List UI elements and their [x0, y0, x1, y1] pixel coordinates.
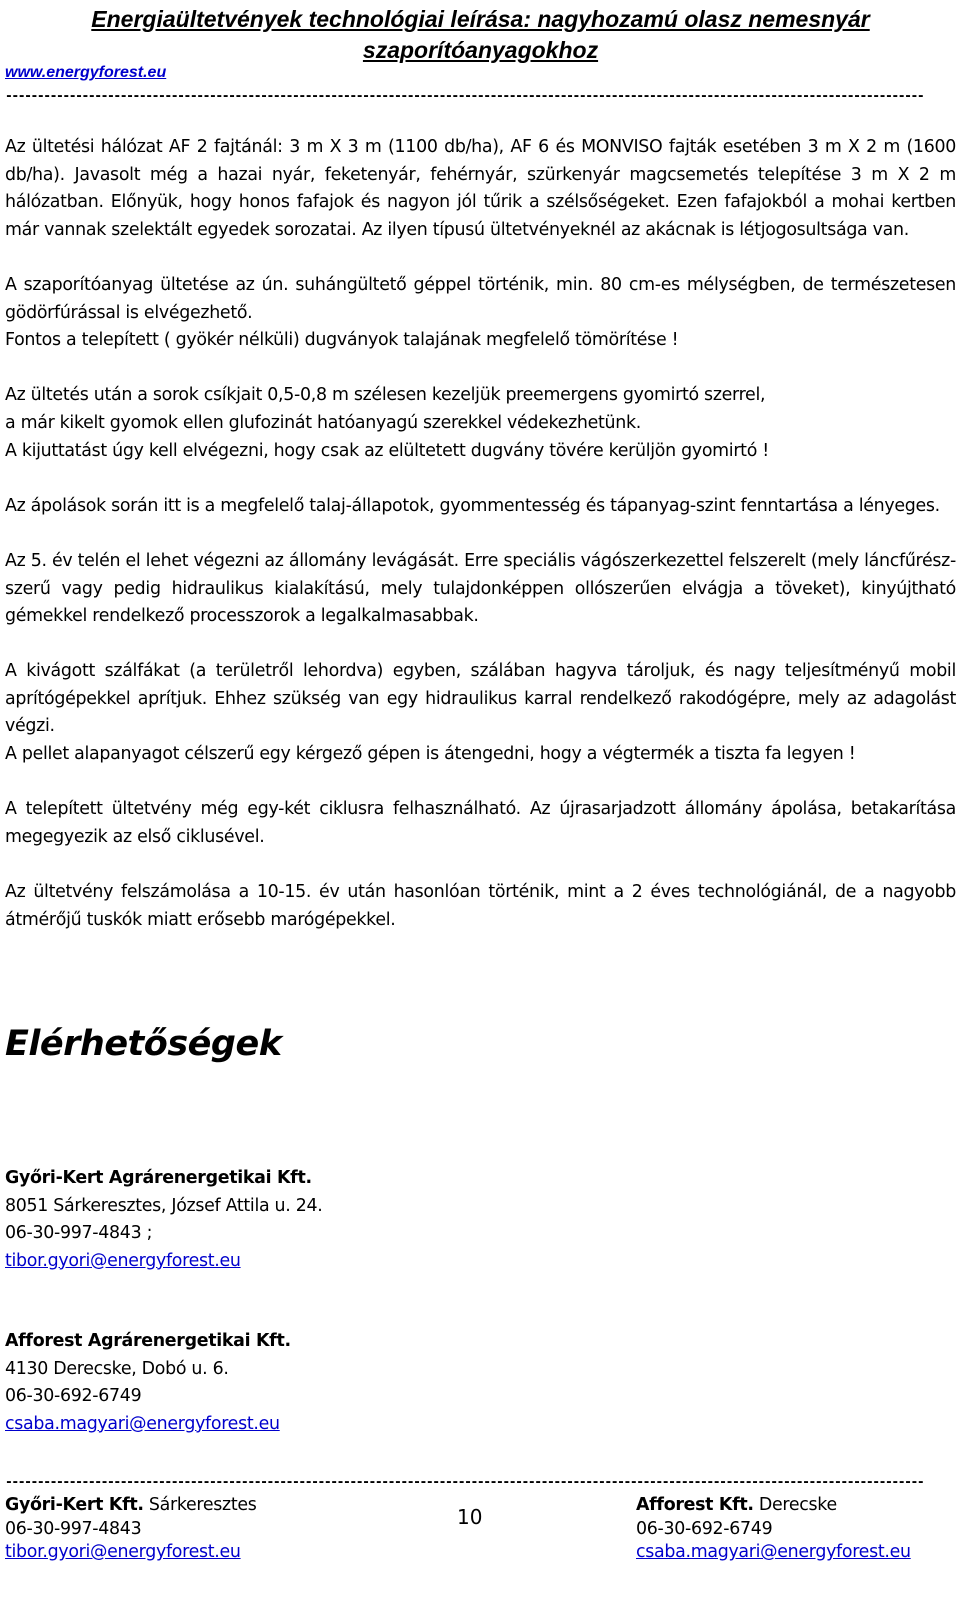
contact-company-name: Afforest Agrárenergetikai Kft. [5, 1331, 291, 1351]
footer-right [636, 1494, 911, 1565]
footer-left-company: Győri-Kert Kft. [5, 1495, 144, 1515]
footer-left-email-link[interactable]: tibor.gyori@energyforest.eu [5, 1542, 241, 1563]
paragraph-compaction: Fontos a telepített ( gyökér nélküli) dugványok talajának megfelelő tömörítése ! [5, 330, 679, 351]
contact-email-link[interactable]: csaba.magyari@energyforest.eu [5, 1413, 280, 1434]
paragraph-removal: Az ültetvény felszámolása a 10-15. év után hasonlóan történik, mint a 2 éves technológiánál, de a nagyobb átmérőjű tuskók miatt erősebb marógépekkel. [5, 882, 956, 930]
footer-right-phone: 06-30-692-6749 [636, 1518, 773, 1539]
footer-left-town: Sárkeresztes [143, 1495, 257, 1515]
paragraph-harvest: Az 5. év telén el lehet végezni az állomány levágását. Erre speciális vágószerkezettel felszerelt (mely láncfűrész-szerű vagy pedig hidraulikus kialakítású, mely tulajdonképpen ollószerűen elvágja a töveket), kinyújtható gémekkel rendelkező processzorok a legalkalmasabbak. [5, 550, 956, 627]
contacts-heading: Elérhetőségek [5, 1024, 282, 1064]
footer-left-phone: 06-30-997-4843 [5, 1518, 142, 1539]
document-header-title: Energiaültetvények technológiai leírása: nagyhozamú olasz nemesnyár szaporítóanyagokhoz [91, 6, 870, 63]
paragraph-weed-control-3: A kijuttatást úgy kell elvégezni, hogy csak az elültetett dugvány tövére kerüljön gyomirtó ! [5, 440, 769, 461]
page-number: 10 [457, 1505, 483, 1529]
footer-separator: ------------------------------------------------------------------------------------------------------------------------------------------------ [5, 1476, 924, 1490]
contact-address: 8051 Sárkeresztes, József Attila u. 24. [5, 1195, 323, 1216]
contact-card-gyori [5, 1165, 323, 1275]
footer-right-town: Derecske [753, 1495, 837, 1515]
paragraph-planting-method: A szaporítóanyag ültetése az ún. suhángültető géppel történik, min. 80 cm-es mélységben, de természetesen gödörfúrással is elvégezhető. [5, 274, 956, 323]
contact-address: 4130 Derecske, Dobó u. 6. [5, 1358, 229, 1379]
document-body [5, 134, 956, 934]
contact-card-afforest [5, 1328, 291, 1438]
contact-email-link[interactable]: tibor.gyori@energyforest.eu [5, 1250, 241, 1271]
header-separator: ------------------------------------------------------------------------------------------------------------------------------------------------ [5, 90, 924, 104]
paragraph-weed-control-2: a már kikelt gyomok ellen glufozinát hatóanyagú szerekkel védekezhetünk. [5, 412, 641, 433]
paragraph-maintenance: Az ápolások során itt is a megfelelő talaj-állapotok, gyommentesség és tápanyag-szint fenntartása a lényeges. [5, 495, 940, 516]
header-url-link[interactable]: www.energyforest.eu [5, 64, 167, 81]
contact-company-name: Győri-Kert Agrárenergetikai Kft. [5, 1168, 312, 1188]
paragraph-pellet: A pellet alapanyagot célszerű egy kérgező gépen is átengedni, hogy a végtermék a tiszta fa legyen ! [5, 744, 856, 765]
contact-phone: 06-30-997-4843 ; [5, 1223, 153, 1244]
footer-right-email-link[interactable]: csaba.magyari@energyforest.eu [636, 1542, 911, 1563]
paragraph-weed-control-1: Az ültetés után a sorok csíkjait 0,5-0,8 m szélesen kezeljük preemergens gyomirtó szerrel, [5, 385, 766, 406]
contact-phone: 06-30-692-6749 [5, 1386, 142, 1407]
paragraph-reuse: A telepített ültetvény még egy-két ciklusra felhasználható. Az újrasarjadzott állomány ápolása, betakarítása megegyezik az első ciklusével. [5, 799, 956, 847]
paragraph-storage: A kivágott szálfákat (a területről lehordva) egyben, szálában hagyva tároljuk, és nagy teljesítményű mobil aprítógépekkel aprítjuk. Ehhez szükség van egy hidraulikus karral rendelkező rakodógépre, mely az adagolást végzi. [5, 661, 956, 737]
footer-right-company: Afforest Kft. [636, 1495, 754, 1515]
footer-left [5, 1494, 257, 1565]
paragraph-planting-grid: Az ültetési hálózat AF 2 fajtánál: 3 m X 3 m (1100 db/ha), AF 6 és MONVISO fajták esetében 3 m X 2 m (1600 db/ha). Javasolt még a hazai nyár, feketenyár, fehérnyár, szürkenyár magcsemetés telepítése 3 m X 2 m hálózatban. Előnyük, hogy honos fafajok és nagyon jól tűrik a szélsőségeket. Ezen fafajokból a mohai kertben már vannak szelektált egyedek sorozatai. Az ilyen típusú ültetvényeknél az akácnak is létjogosultsága van. [5, 137, 956, 240]
